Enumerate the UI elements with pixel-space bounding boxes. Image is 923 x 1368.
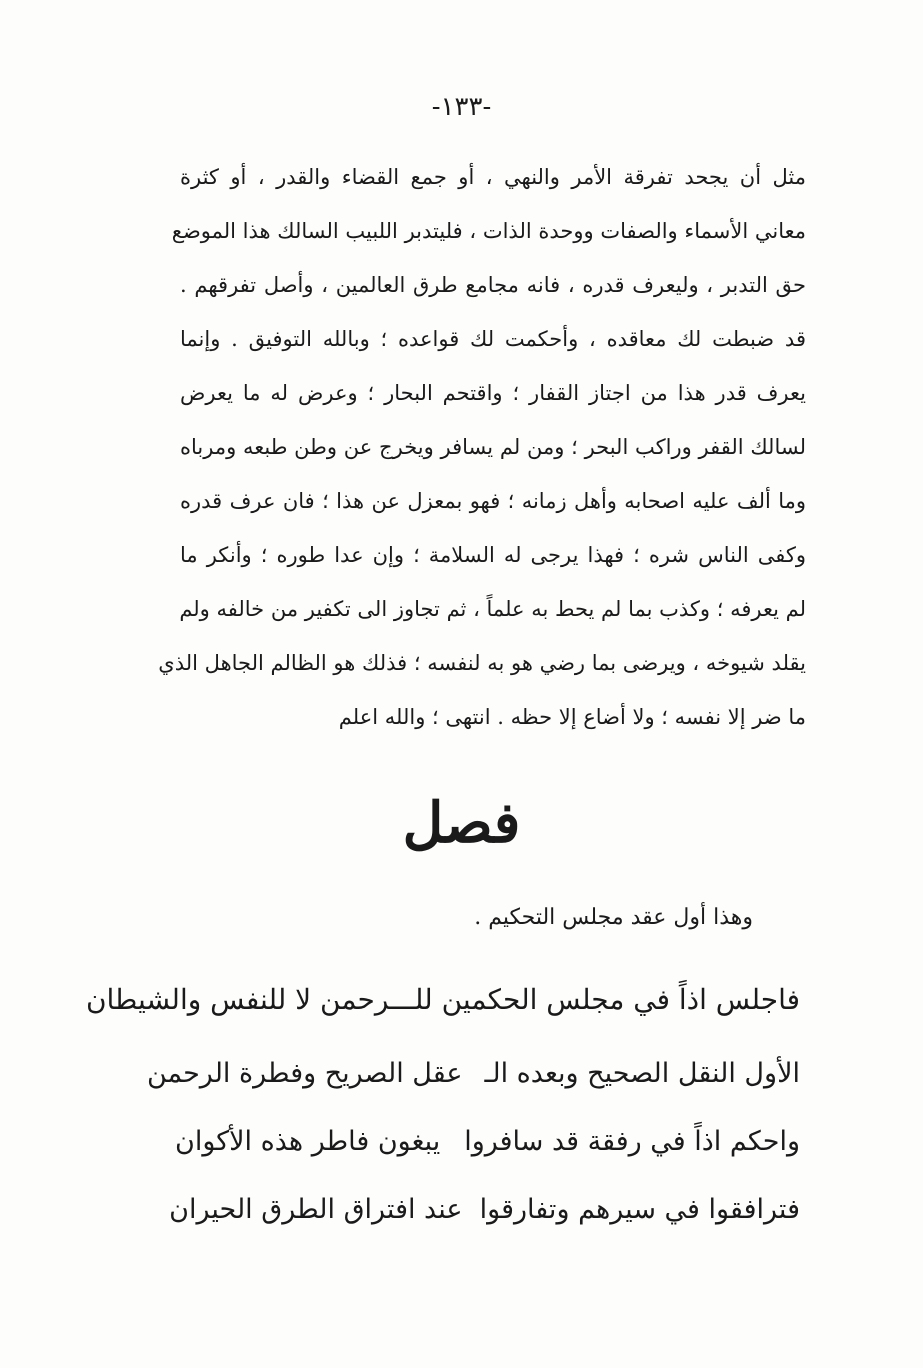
poem-first-line: فاجلس اذاً في مجلس الحكمين للـــرحمن لا للنفس والشيطان bbox=[85, 983, 800, 1016]
prose-line: لسالك القفر وراكب البحر ؛ ومن لم يسافر ويخرج عن وطن طبعه ومرباه bbox=[180, 435, 806, 459]
prose-line: يعرف قدر هذا من اجتاز القفار ؛ واقتحم البحار ؛ وعرض له ما يعرض bbox=[180, 381, 806, 405]
prose-line: وكفى الناس شره ؛ فهذا يرجى له السلامة ؛ وإن عدا طوره ؛ وأنكر ما bbox=[180, 543, 806, 567]
prose-block bbox=[158, 150, 806, 744]
prose-line: لم يعرفه ؛ وكذب بما لم يحط به علماً ، ثم تجاوز الى تكفير من خالفه ولم bbox=[179, 597, 806, 621]
poem-verse bbox=[175, 1108, 800, 1176]
prose-line: يقلد شيوخه ، ويرضى بما رضي هو به لنفسه ؛ فذلك هو الظالم الجاهل الذي bbox=[158, 651, 806, 675]
prose-line-last: ما ضر إلا نفسه ؛ ولا أضاع إلا حظه . انتهى ؛ والله اعلم bbox=[338, 705, 806, 729]
page-number: -١٣٣- bbox=[431, 92, 492, 122]
verse-second-hemistich: عند افتراق الطرق الحيران bbox=[169, 1194, 463, 1225]
poem-verses bbox=[146, 1040, 800, 1244]
prose-line: مثل أن يجحد تفرقة الأمر والنهي ، أو جمع القضاء والقدر ، أو كثرة bbox=[180, 165, 806, 189]
verse-second-hemistich: يبغون فاطر هذه الأكوان bbox=[175, 1126, 441, 1157]
verse-first-hemistich: واحكم اذاً في رفقة قد سافروا bbox=[464, 1126, 800, 1157]
prose-line: وما ألف عليه اصحابه وأهل زمانه ؛ فهو بمعزل عن هذا ؛ فان عرف قدره bbox=[180, 489, 806, 513]
verse-second-hemistich: عقل الصريح وفطرة الرحمن bbox=[146, 1058, 463, 1089]
verse-first-hemistich: الأول النقل الصحيح وبعده الـ bbox=[484, 1058, 800, 1089]
poem-verse bbox=[169, 1176, 800, 1244]
prose-line: معاني الأسماء والصفات ووحدة الذات ، فليتدبر اللبيب السالك هذا الموضع bbox=[171, 219, 806, 243]
prose-line: حق التدبر ، وليعرف قدره ، فانه مجامع طرق العالمين ، وأصل تفرقهم . bbox=[180, 273, 806, 297]
section-intro: وهذا أول عقد مجلس التحكيم . bbox=[474, 905, 753, 930]
poem-verse bbox=[146, 1040, 800, 1108]
section-heading: فصل bbox=[402, 790, 521, 856]
prose-line: قد ضبطت لك معاقده ، وأحكمت لك قواعده ؛ وبالله التوفيق . وإنما bbox=[180, 327, 806, 351]
verse-first-hemistich: فترافقوا في سيرهم وتفارقوا bbox=[479, 1194, 800, 1225]
